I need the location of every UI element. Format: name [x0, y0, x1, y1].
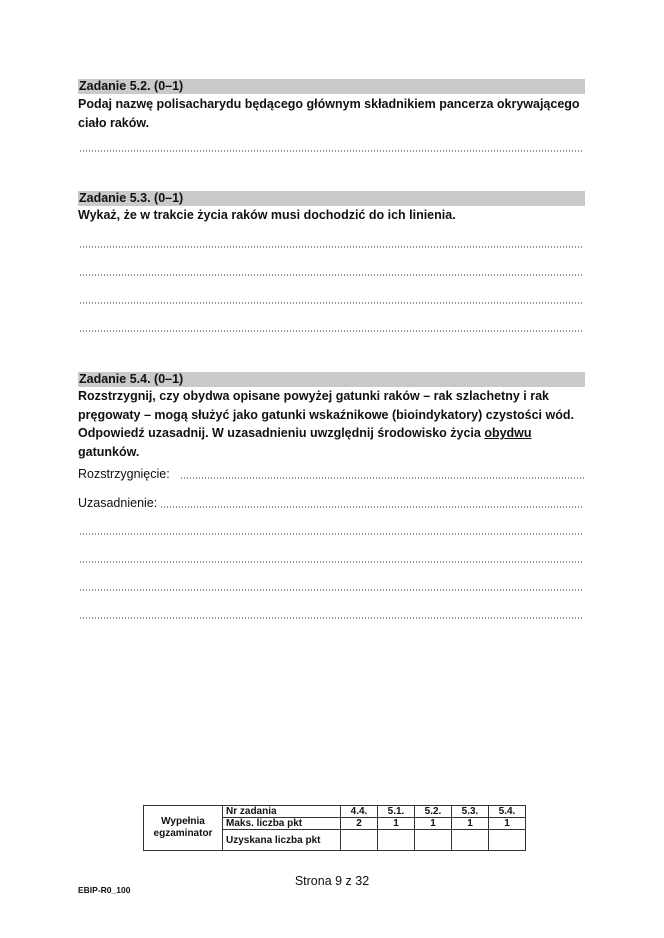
max-points: 1 [378, 818, 415, 830]
answer-line[interactable] [79, 589, 584, 591]
task-5-3-question: Wykaż, że w trakcie życia raków musi dochodzić do ich linienia. [78, 208, 456, 222]
question-text-end: gatunków. [78, 444, 140, 459]
justification-label: Uzasadnienie: [78, 496, 158, 510]
task-5-3-header: Zadanie 5.3. (0–1) [78, 191, 585, 206]
score-cell[interactable] [415, 830, 452, 851]
score-cell[interactable] [489, 830, 526, 851]
examiner-label: Wypełnia egzaminator [144, 806, 223, 851]
row-label: Maks. liczba pkt [223, 818, 341, 830]
row-label: Nr zadania [223, 806, 341, 818]
task-number: 5.4. [489, 806, 526, 818]
answer-line[interactable] [79, 302, 584, 304]
task-5-2-question: Podaj nazwę polisacharydu będącego głównym składnikiem pancerza okrywającego ciało raków. [78, 97, 580, 130]
max-points: 1 [452, 818, 489, 830]
task-5-4-question [78, 387, 588, 461]
task-5-4-header: Zadanie 5.4. (0–1) [78, 372, 585, 387]
score-cell[interactable] [378, 830, 415, 851]
question-text: Rozstrzygnij, czy obydwa opisane powyżej gatunki raków – rak szlachetny i rak pręgowaty – mogą służyć jako gatunki wskaźnikowe (bioindykatory) czystości wód. Odpowiedź uzasadnij. W uzasadnieniu uwzględnij środowisko życia [78, 389, 574, 440]
task-number: 5.3. [452, 806, 489, 818]
decision-label: Rozstrzygnięcie: [78, 467, 170, 481]
answer-line[interactable] [79, 150, 584, 152]
task-number: 4.4. [341, 806, 378, 818]
task-5-2-header: Zadanie 5.2. (0–1) [78, 79, 585, 94]
task-number: 5.1. [378, 806, 415, 818]
task-number: 5.2. [415, 806, 452, 818]
answer-line[interactable] [79, 274, 584, 276]
answer-line[interactable] [79, 330, 584, 332]
answer-line[interactable] [79, 246, 584, 248]
exam-code: EBIP-R0_100 [78, 885, 131, 895]
answer-line[interactable] [79, 617, 584, 619]
underlined-word: obydwu [484, 426, 532, 440]
max-points: 2 [341, 818, 378, 830]
row-label: Uzyskana liczba pkt [223, 830, 341, 851]
answer-line[interactable] [79, 533, 584, 535]
max-points: 1 [489, 818, 526, 830]
max-points: 1 [415, 818, 452, 830]
page-number: Strona 9 z 32 [294, 874, 370, 888]
score-table [143, 805, 526, 851]
score-cell[interactable] [341, 830, 378, 851]
score-cell[interactable] [452, 830, 489, 851]
justification-answer-line[interactable] [160, 506, 584, 508]
decision-answer-line[interactable] [180, 477, 584, 479]
answer-line[interactable] [79, 561, 584, 563]
